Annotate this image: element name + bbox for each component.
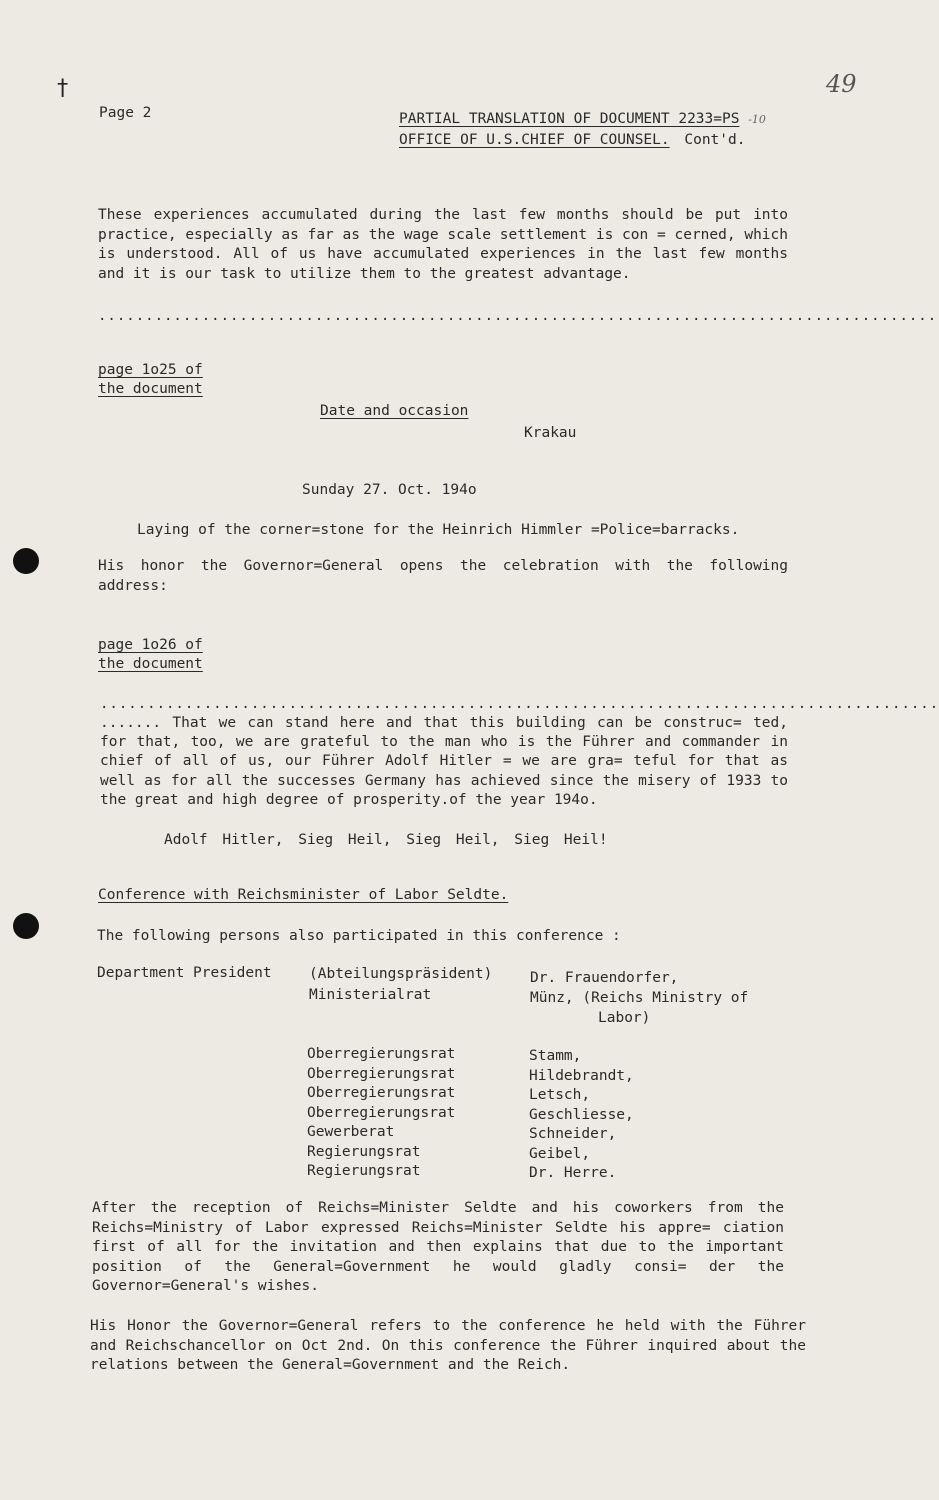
page-reference-2 <box>98 636 203 674</box>
speech-text: ....... That we can stand here and that this building can be construc= ted, for that, too, we are grateful to the man who is the Führer and commander in chief of all of us, our Führer Adolf Hitler = we are gra= teful for that as well as for all the successes Germany has achieved since the misery of 1933 to the great and high degree of prosperity.of the year 194o. <box>100 715 788 808</box>
dotted-separator-1: ......................................................................................... <box>98 308 938 324</box>
date-heading: Date and occasion <box>320 403 469 419</box>
title-line1: PARTIAL TRANSLATION OF DOCUMENT 2233=PS <box>399 111 740 127</box>
title-item: Regierungsrat <box>307 1163 421 1179</box>
page-reference-1 <box>98 361 203 399</box>
department-president: Department President <box>97 965 272 981</box>
paragraph-reception: After the reception of Reichs=Minister Seldte and his coworkers from the Reichs=Ministry of Labor expressed Reichs=Minister Seldte his appre= ciation first of all for the invitation and then explains that due to the important position of the General=Government he would gladly consi= der the Governor=General's wishes. <box>92 1200 784 1294</box>
paragraph-final: His Honor the Governor=General refers to the conference he held with the Führer and Reichschancellor on Oct 2nd. On this conference the Führer inquired about the relations between the General=Government and the Reich. <box>90 1318 806 1373</box>
name-frauendorfer: Dr. Frauendorfer, <box>530 970 679 986</box>
page-label: Page 2 <box>99 105 152 121</box>
title-item: Oberregierungsrat <box>307 1046 456 1062</box>
paragraph-experiences: These experiences accumulated during the last few months should be put into practice, especially as far as the wage scale settlement is con = cerned, which is understood. All of us have accumulated experiences in the last few months and it is our task to utilize them to the greatest advantage. <box>98 207 788 282</box>
ref1-line2: the document <box>98 381 203 397</box>
name-muenz-cont: Labor) <box>598 1010 651 1026</box>
title-line2: OFFICE OF U.S.CHIEF OF COUNSEL. <box>399 132 670 148</box>
titles-list <box>307 1045 455 1182</box>
dotted-separator-2: ......................................................................................... <box>100 696 939 712</box>
ref2-line1: page 1o26 of <box>98 637 203 653</box>
title-item: Oberregierungsrat <box>307 1104 456 1121</box>
title-item: Oberregierungsrat <box>307 1065 456 1082</box>
title-contd: Cont'd. <box>684 132 746 148</box>
office-line <box>399 131 745 150</box>
place: Krakau <box>524 425 577 441</box>
document-title <box>399 110 766 129</box>
name-muenz: Münz, (Reichs Ministry of <box>530 990 749 1006</box>
punch-hole-bottom <box>13 913 39 939</box>
ref2-line2: the document <box>98 656 203 672</box>
name-item: Geschliesse, <box>529 1106 634 1123</box>
margin-mark: † <box>56 76 70 101</box>
address-intro: His honor the Governor=General opens the celebration with the following address: <box>98 558 788 594</box>
name-item: Schneider, <box>529 1126 617 1142</box>
date: Sunday 27. Oct. 194o <box>302 482 477 498</box>
title-item: Regierungsrat <box>307 1143 421 1160</box>
handwritten-page-number: 49 <box>826 70 857 98</box>
punch-hole-top <box>13 548 39 574</box>
speech-closing: Adolf Hitler, Sieg Heil, Sieg Heil, Sieg Heil! <box>164 832 608 848</box>
title-suffix: -10 <box>748 113 766 126</box>
names-list <box>529 1047 634 1184</box>
name-item: Stamm, <box>529 1048 582 1064</box>
ref1-line1: page 1o25 of <box>98 362 203 378</box>
abteilungspraesident: (Abteilungspräsident) <box>309 966 493 982</box>
ministerialrat: Ministerialrat <box>309 987 432 1003</box>
event-description: Laying of the corner=stone for the Heinrich Himmler =Police=barracks. <box>137 522 740 538</box>
conference-heading: Conference with Reichsminister of Labor Seldte. <box>98 887 509 903</box>
title-item: Gewerberat <box>307 1124 395 1140</box>
name-item: Letsch, <box>529 1087 591 1103</box>
name-item: Dr. Herre. <box>529 1165 617 1181</box>
name-item: Hildebrandt, <box>529 1067 634 1084</box>
title-item: Oberregierungsrat <box>307 1085 456 1101</box>
name-item: Geibel, <box>529 1145 591 1162</box>
participants-intro: The following persons also participated in this conference : <box>97 928 621 944</box>
